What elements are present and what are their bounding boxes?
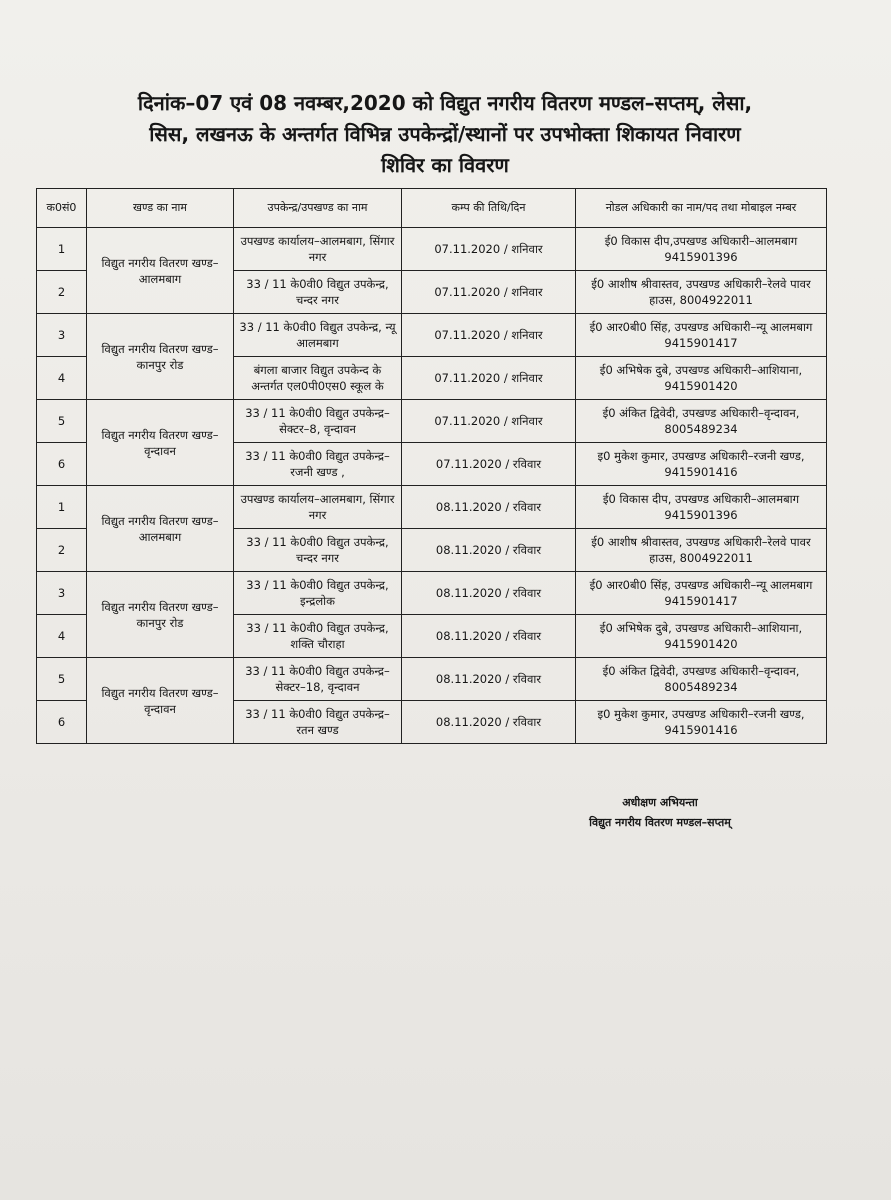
division-cell: विद्युत नगरीय वितरण खण्ड–आलमबाग (87, 228, 234, 314)
date-cell: 07.11.2020 / शनिवार (402, 400, 576, 443)
signature-designation: अधीक्षण अभियन्ता (622, 796, 698, 809)
officer-cell: ई0 विकास दीप,उपखण्ड अधिकारी–आलमबाग 9415901396 (576, 228, 827, 271)
officer-cell: ई0 आशीष श्रीवास्तव, उपखण्ड अधिकारी–रेलवे पावर हाउस, 8004922011 (576, 271, 827, 314)
table-row (37, 486, 827, 529)
date-cell: 08.11.2020 / रविवार (402, 486, 576, 529)
title-line-2: सिस, लखनऊ के अन्तर्गत विभिन्न उपकेन्द्रों/स्थानों पर उपभोक्ता शिकायत निवारण (149, 122, 741, 146)
officer-cell: ई0 आशीष श्रीवास्तव, उपखण्ड अधिकारी–रेलवे पावर हाउस, 8004922011 (576, 529, 827, 572)
substation-cell: उपखण्ड कार्यालय–आलमबाग, सिंगार नगर (234, 228, 402, 271)
table-row (37, 314, 827, 357)
serial-cell: 5 (37, 658, 87, 701)
header-division: खण्ड का नाम (87, 189, 234, 228)
serial-cell: 2 (37, 271, 87, 314)
serial-cell: 6 (37, 701, 87, 744)
serial-cell: 4 (37, 615, 87, 658)
officer-cell: ई0 आर0बी0 सिंह, उपखण्ड अधिकारी–न्यू आलमबाग 9415901417 (576, 314, 827, 357)
table-row (37, 228, 827, 271)
table-header-row (37, 189, 827, 228)
substation-cell: 33 / 11 के0वी0 विद्युत उपकेन्द्र–रजनी खण्ड , (234, 443, 402, 486)
date-cell: 08.11.2020 / रविवार (402, 615, 576, 658)
signature-block (520, 793, 800, 833)
date-cell: 07.11.2020 / रविवार (402, 443, 576, 486)
division-cell: विद्युत नगरीय वितरण खण्ड–वृन्दावन (87, 400, 234, 486)
date-cell: 08.11.2020 / रविवार (402, 572, 576, 615)
date-cell: 08.11.2020 / रविवार (402, 701, 576, 744)
division-cell: विद्युत नगरीय वितरण खण्ड–कानपुर रोड (87, 572, 234, 658)
title-line-1: दिनांक–07 एवं 08 नवम्बर,2020 को विद्युत नगरीय वितरण मण्डल–सप्तम्, लेसा, (137, 91, 753, 115)
date-cell: 07.11.2020 / शनिवार (402, 271, 576, 314)
substation-cell: 33 / 11 के0वी0 विद्युत उपकेन्द्र–सेक्टर–18, वृन्दावन (234, 658, 402, 701)
officer-cell: ई0 विकास दीप, उपखण्ड अधिकारी–आलमबाग 9415901396 (576, 486, 827, 529)
date-cell: 08.11.2020 / रविवार (402, 658, 576, 701)
officer-cell: ई0 अभिषेक दुबे, उपखण्ड अधिकारी–आशियाना, 9415901420 (576, 615, 827, 658)
table-row (37, 400, 827, 443)
substation-cell: बंगला बाजार विद्युत उपकेन्द के अन्तर्गत एल0पी0एस0 स्कूल के (234, 357, 402, 400)
substation-cell: 33 / 11 के0वी0 विद्युत उपकेन्द्र–रतन खण्ड (234, 701, 402, 744)
serial-cell: 5 (37, 400, 87, 443)
officer-cell: इ0 मुकेश कुमार, उपखण्ड अधिकारी–रजनी खण्ड, 9415901416 (576, 443, 827, 486)
table-row (37, 572, 827, 615)
header-substation: उपकेन्द्र/उपखण्ड का नाम (234, 189, 402, 228)
substation-cell: 33 / 11 के0वी0 विद्युत उपकेन्द्र, न्यू आलमबाग (234, 314, 402, 357)
header-date: कम्प की तिथि/दिन (402, 189, 576, 228)
substation-cell: 33 / 11 के0वी0 विद्युत उपकेन्द्र, इन्द्रलोक (234, 572, 402, 615)
officer-cell: ई0 आर0बी0 सिंह, उपखण्ड अधिकारी–न्यू आलमबाग 9415901417 (576, 572, 827, 615)
date-cell: 08.11.2020 / रविवार (402, 529, 576, 572)
title-line-3: शिविर का विवरण (381, 153, 509, 177)
officer-cell: ई0 अंकित द्विवेदी, उपखण्ड अधिकारी–वृन्दावन, 8005489234 (576, 400, 827, 443)
serial-cell: 1 (37, 486, 87, 529)
officer-cell: ई0 अंकित द्विवेदी, उपखण्ड अधिकारी–वृन्दावन, 8005489234 (576, 658, 827, 701)
division-cell: विद्युत नगरीय वितरण खण्ड–कानपुर रोड (87, 314, 234, 400)
officer-cell: ई0 अभिषेक दुबे, उपखण्ड अधिकारी–आशियाना, 9415901420 (576, 357, 827, 400)
date-cell: 07.11.2020 / शनिवार (402, 314, 576, 357)
signature-office: विद्युत नगरीय वितरण मण्डल–सप्तम् (589, 816, 731, 829)
substation-cell: उपखण्ड कार्यालय–आलमबाग, सिंगार नगर (234, 486, 402, 529)
date-cell: 07.11.2020 / शनिवार (402, 228, 576, 271)
document-title (30, 88, 860, 181)
serial-cell: 3 (37, 572, 87, 615)
serial-cell: 6 (37, 443, 87, 486)
header-serial: क0सं0 (37, 189, 87, 228)
date-cell: 07.11.2020 / शनिवार (402, 357, 576, 400)
serial-cell: 3 (37, 314, 87, 357)
substation-cell: 33 / 11 के0वी0 विद्युत उपकेन्द्र, शक्ति चौराहा (234, 615, 402, 658)
camp-schedule-table (36, 188, 827, 744)
serial-cell: 4 (37, 357, 87, 400)
division-cell: विद्युत नगरीय वितरण खण्ड–वृन्दावन (87, 658, 234, 744)
header-officer: नोडल अधिकारी का नाम/पद तथा मोबाइल नम्बर (576, 189, 827, 228)
substation-cell: 33 / 11 के0वी0 विद्युत उपकेन्द्र, चन्दर नगर (234, 271, 402, 314)
serial-cell: 1 (37, 228, 87, 271)
officer-cell: इ0 मुकेश कुमार, उपखण्ड अधिकारी–रजनी खण्ड, 9415901416 (576, 701, 827, 744)
table-row (37, 658, 827, 701)
substation-cell: 33 / 11 के0वी0 विद्युत उपकेन्द्र, चन्दर नगर (234, 529, 402, 572)
substation-cell: 33 / 11 के0वी0 विद्युत उपकेन्द्र–सेक्टर–8, वृन्दावन (234, 400, 402, 443)
serial-cell: 2 (37, 529, 87, 572)
division-cell: विद्युत नगरीय वितरण खण्ड–आलमबाग (87, 486, 234, 572)
